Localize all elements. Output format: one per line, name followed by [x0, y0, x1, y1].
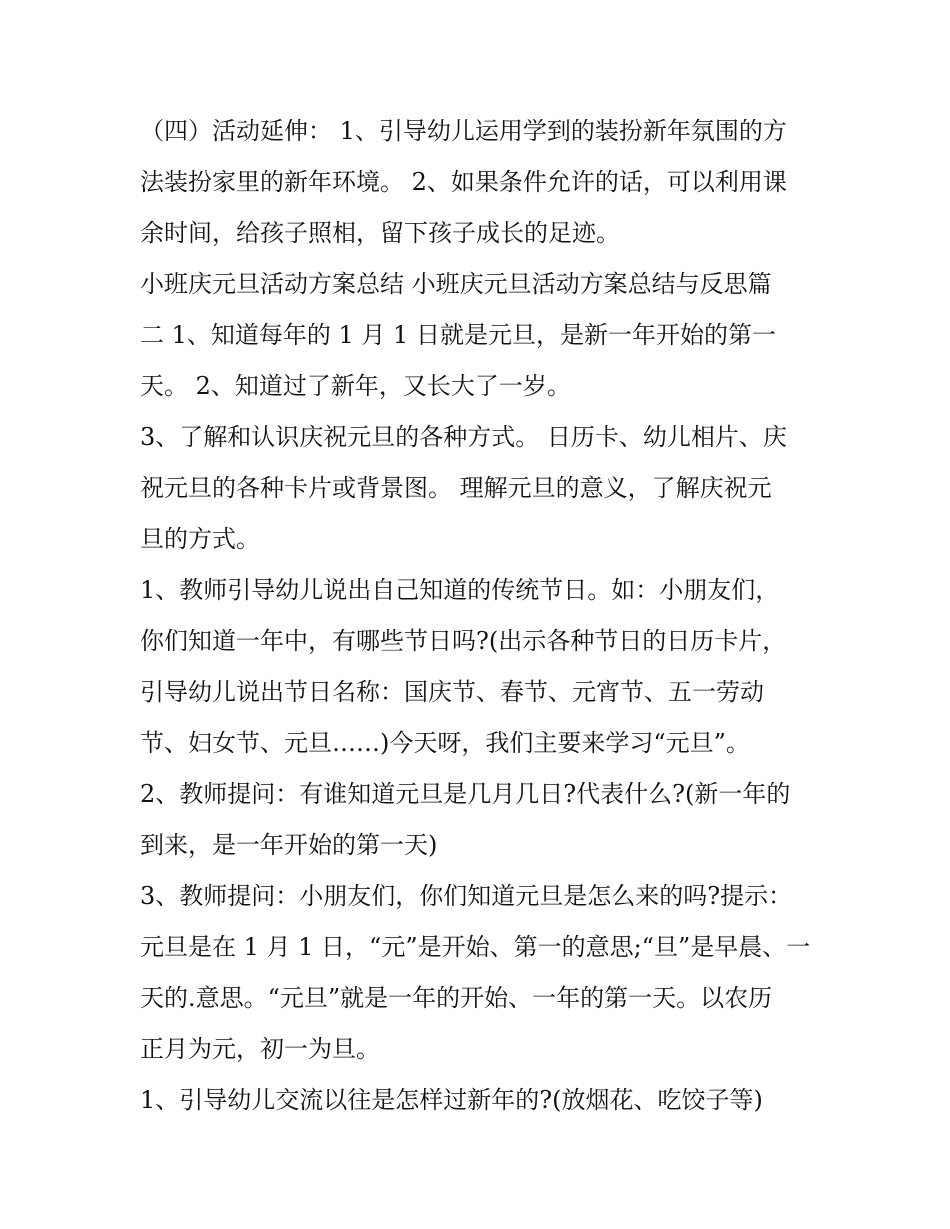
text-line: 天的.意思。“元旦”就是一年的开始、一年的第一天。以农历 — [140, 984, 773, 1012]
text-line: 小班庆元旦活动方案总结 小班庆元旦活动方案总结与反思篇 — [140, 270, 772, 298]
text-line: 3、教师提问：小朋友们，你们知道元旦是怎么来的吗?提示： — [140, 882, 793, 910]
text-line: 3、了解和认识庆祝元旦的各种方式。 日历卡、幼儿相片、庆 — [140, 423, 787, 451]
text-line: 正月为元，初一为旦。 — [140, 1035, 380, 1063]
text-line: 2、教师提问：有谁知道元旦是几月几日?代表什么?(新一年的 — [140, 780, 791, 808]
text-line: 元旦是在 1 月 1 日，“元”是开始、第一的意思;“旦”是早晨、一 — [140, 933, 811, 961]
text-line: 你们知道一年中，有哪些节日吗?(出示各种节日的日历卡片， — [140, 627, 787, 655]
document-body — [140, 106, 820, 1126]
text-line: 节、妇女节、元旦……)今天呀，我们主要来学习“元旦”。 — [140, 729, 750, 757]
text-line: 旦的方式。 — [140, 525, 260, 553]
text-line: 法装扮家里的新年环境。 2、如果条件允许的话，可以利用课 — [140, 168, 787, 196]
text-line: 到来，是一年开始的第一天) — [140, 831, 438, 859]
text-line: 祝元旦的各种卡片或背景图。 理解元旦的意义，了解庆祝元 — [140, 474, 772, 502]
text-line: 天。 2、知道过了新年，又长大了一岁。 — [140, 372, 571, 400]
text-line: 1、引导幼儿交流以往是怎样过新年的?(放烟花、吃饺子等) — [140, 1086, 763, 1114]
text-line: 余时间，给孩子照相，留下孩子成长的足迹。 — [140, 219, 620, 247]
text-line: 引导幼儿说出节日名称：国庆节、春节、元宵节、五一劳动 — [140, 678, 764, 706]
text-line: （四）活动延伸： 1、引导幼儿运用学到的装扮新年氛围的方 — [140, 117, 787, 145]
text-line: 1、教师引导幼儿说出自己知道的传统节日。如：小朋友们， — [140, 576, 780, 604]
text-line: 二 1、知道每年的 1 月 1 日就是元旦，是新一年开始的第一 — [140, 321, 776, 349]
